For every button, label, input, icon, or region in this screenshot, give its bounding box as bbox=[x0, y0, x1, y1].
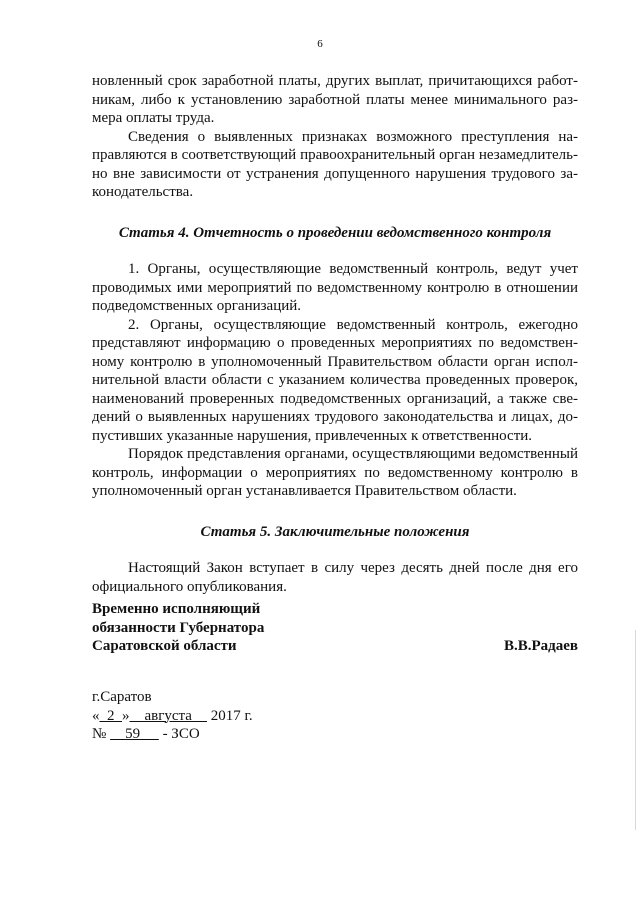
date-open-quote: « bbox=[92, 707, 100, 724]
signatory-title-line-3: Саратовской области bbox=[92, 638, 237, 654]
law-number: 59 bbox=[125, 726, 141, 742]
signature-block bbox=[92, 600, 578, 656]
footer-date bbox=[92, 707, 253, 726]
number-suffix: - ЗСО bbox=[162, 726, 200, 742]
footer-city: г.Саратов bbox=[92, 689, 152, 705]
date-close-quote: » bbox=[122, 707, 130, 724]
article-4-paragraph-1: 1. Органы, осуществляющие ведомственный контроль, ведут учет проводимых ими мероприятий по ведомственному контролю в отношении подведомственных организаций. bbox=[92, 261, 578, 314]
article-5-title: Статья 5. Заключительные положения bbox=[200, 523, 470, 540]
number-prefix: № bbox=[92, 726, 107, 742]
article-4-title: Статья 4. Отчетность о проведении ведомственного контроля bbox=[118, 224, 552, 241]
date-year: 2017 г. bbox=[210, 707, 253, 724]
article-4-paragraph-3: Порядок представления органами, осуществляющими ведомственный контроль, информации о мероприятиях по ведомственному контролю в уполномоченный орган устанавливается Правительством области. bbox=[92, 446, 578, 499]
date-month: августа bbox=[144, 707, 192, 724]
footer-number bbox=[92, 725, 253, 744]
article-5-paragraph-1: Настоящий Закон вступает в силу через десять дней после дня его официального опубликования. bbox=[92, 560, 578, 595]
date-day: 2 bbox=[107, 707, 115, 724]
signatory-title-line-2: обязанности Губернатора bbox=[92, 619, 265, 636]
paragraph-crime-reporting: Сведения о выявленных признаках возможного преступления направляются в соответствующий правоохранительный орган незамедлительно вне зависимости от устранения допущенного нарушения трудового законодательства. bbox=[92, 128, 578, 200]
article-4-paragraph-2: 2. Органы, осуществляющие ведомственный контроль, ежегодно представляют информацию о проведенных мероприятиях по ведомственному контролю в уполномоченный Правительством области орган исполнительной власти области с указанием количества проведенных проверок, наименований проверенных подведомственных организаций, а также сведений о выявленных нарушениях трудового законодательства и лицах, допустивших указанные нарушения, привлеченных к ответственности. bbox=[92, 316, 578, 444]
document-body bbox=[92, 72, 578, 596]
document-footer bbox=[92, 688, 253, 744]
signatory-name: В.В.Радаев bbox=[503, 638, 578, 654]
page-number: 6 bbox=[317, 38, 323, 50]
scan-edge-line bbox=[635, 630, 636, 830]
paragraph-continuation: новленный срок заработной платы, других выплат, причитающихся работникам, либо к установлению заработной платы менее минимального размера оплаты труда. bbox=[92, 73, 578, 126]
signatory-title-line-1: Временно исполняющий bbox=[92, 601, 261, 617]
